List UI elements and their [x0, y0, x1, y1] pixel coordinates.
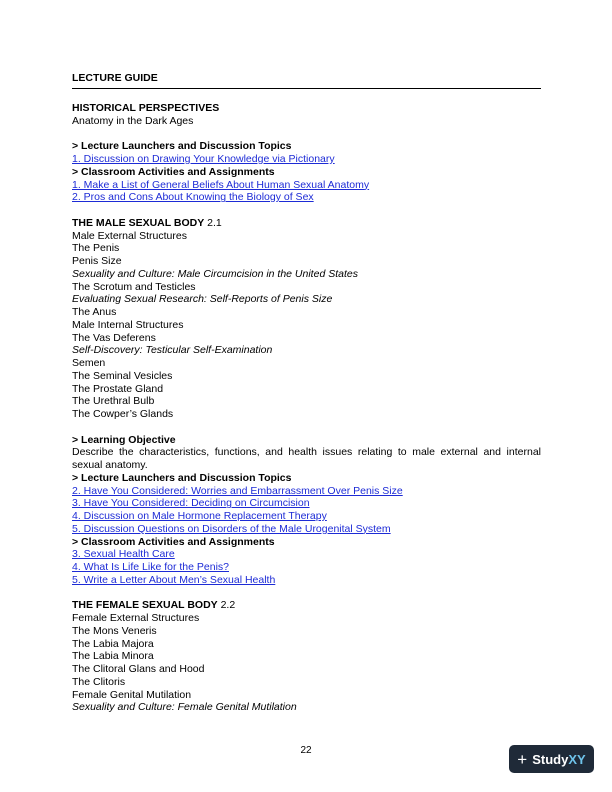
section-number: 2.2 — [220, 599, 236, 612]
activity-link[interactable]: 2. Pros and Cons About Knowing the Biology of Sex — [72, 191, 314, 204]
launcher-link[interactable]: 5. Discussion Questions on Disorders of the Male Urogenital System — [72, 522, 391, 535]
activity-link[interactable]: 5. Write a Letter About Men’s Sexual Health — [72, 573, 276, 586]
topic-line: Penis Size — [72, 255, 122, 267]
topic-line: Male Internal Structures — [72, 318, 184, 331]
topic-line: The Mons Veneris — [72, 624, 157, 637]
launcher-link[interactable]: 1. Discussion on Drawing Your Knowledge via Pictionary — [72, 153, 335, 165]
activity-link[interactable]: 4. What Is Life Like for the Penis? — [72, 561, 229, 573]
feature-line: Sexuality and Culture: Female Genital Mutilation — [72, 701, 297, 714]
studyxy-logo[interactable] — [509, 745, 594, 773]
topic-line: Semen — [72, 357, 106, 369]
activities-label: > Classroom Activities and Assignments — [72, 165, 275, 178]
feature-line: Evaluating Sexual Research: Self-Reports of Penis Size — [72, 293, 333, 306]
activity-link[interactable]: 3. Sexual Health Care — [72, 548, 175, 561]
page-number: 22 — [300, 745, 312, 756]
topic-line: The Prostate Gland — [72, 382, 164, 395]
topic-line: Female Genital Mutilation — [72, 688, 192, 701]
topic-line: The Penis — [72, 242, 120, 255]
launchers-label: > Lecture Launchers and Discussion Topics — [72, 471, 292, 484]
document-body — [72, 102, 541, 714]
page-title: LECTURE GUIDE — [72, 72, 158, 84]
activity-link[interactable]: 1. Make a List of General Beliefs About Human Sexual Anatomy — [72, 178, 370, 191]
feature-line: Sexuality and Culture: Male Circumcision in the United States — [72, 267, 358, 280]
objective-text: Describe the characteristics, functions, and health issues relating to male external and internal sexual anatomy. — [72, 446, 541, 471]
topic-line: The Clitoral Glans and Hood — [72, 663, 205, 675]
brand-text-right: XY — [568, 751, 586, 767]
section-heading-historical: HISTORICAL PERSPECTIVES — [72, 102, 220, 114]
section-number: 2.1 — [207, 216, 222, 229]
topic-line: The Labia Minora — [72, 650, 154, 663]
topic-line: The Anus — [72, 306, 117, 318]
launcher-link[interactable]: 4. Discussion on Male Hormone Replacement Therapy — [72, 510, 327, 522]
launchers-label: > Lecture Launchers and Discussion Topics — [72, 140, 292, 153]
plus-icon: + — [517, 749, 528, 769]
topic-line: The Labia Majora — [72, 637, 154, 650]
topic-line: The Seminal Vesicles — [72, 369, 173, 382]
topic-line: The Clitoris — [72, 675, 126, 688]
topic-line: Anatomy in the Dark Ages — [72, 114, 194, 127]
section-heading-female: THE FEMALE SEXUAL BODY 2.2 — [72, 599, 236, 612]
launcher-link[interactable]: 3. Have You Considered: Deciding on Circumcision — [72, 497, 310, 510]
feature-line: Self-Discovery: Testicular Self-Examination — [72, 344, 273, 357]
topic-line: Male External Structures — [72, 229, 187, 242]
topic-line: The Vas Deferens — [72, 331, 156, 344]
topic-line: The Urethral Bulb — [72, 395, 155, 408]
section-heading-male: THE MALE SEXUAL BODY 2.1 — [72, 216, 222, 229]
launcher-link[interactable]: 2. Have You Considered: Worries and Embarrassment Over Penis Size — [72, 484, 403, 497]
brand-text-left: Study — [532, 751, 569, 767]
title-divider — [72, 88, 541, 89]
topic-line: The Scrotum and Testicles — [72, 280, 196, 293]
objective-label: > Learning Objective — [72, 433, 176, 446]
activities-label: > Classroom Activities and Assignments — [72, 535, 275, 548]
topic-line: Female External Structures — [72, 612, 200, 624]
topic-line: The Cowper’s Glands — [72, 408, 174, 420]
